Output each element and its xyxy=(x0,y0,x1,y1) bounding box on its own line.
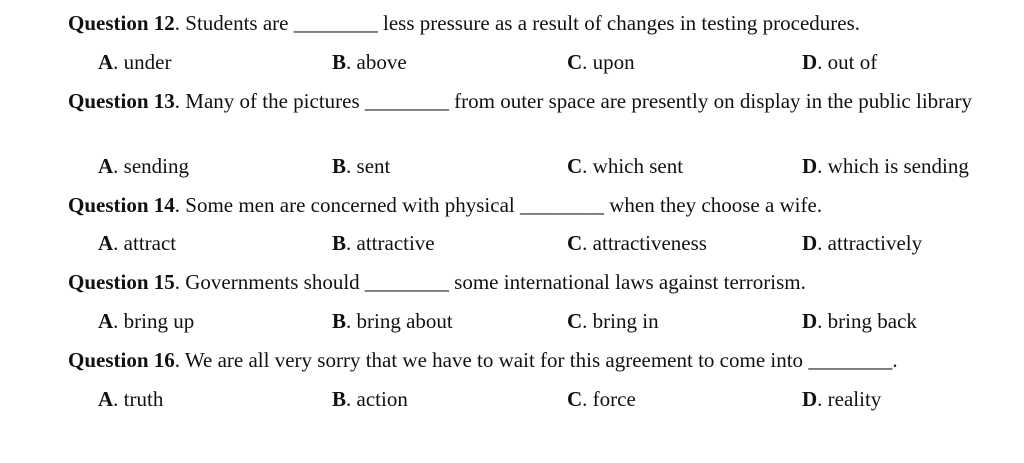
option-letter: D xyxy=(802,154,818,178)
option-letter: D xyxy=(802,231,818,255)
question-13-label: Question 13 xyxy=(68,89,175,113)
option-letter: C xyxy=(567,154,583,178)
option-letter: B xyxy=(332,309,347,333)
question-14-text-before: . Some men are concerned with physical xyxy=(174,193,520,217)
question-14-text-after: when they choose a wife. xyxy=(603,193,823,217)
question-13-options xyxy=(0,153,1024,179)
option-letter: C xyxy=(567,50,583,74)
option-text: . attract xyxy=(113,231,177,255)
question-14-option-a[interactable] xyxy=(98,230,176,256)
option-letter: C xyxy=(567,309,583,333)
option-text: . which is sending xyxy=(817,154,969,178)
question-14-option-d[interactable] xyxy=(802,230,922,256)
option-letter: B xyxy=(332,154,347,178)
option-letter: D xyxy=(802,309,818,333)
question-12-option-d[interactable] xyxy=(802,49,877,75)
option-text: . truth xyxy=(113,387,164,411)
question-15-option-b[interactable] xyxy=(332,308,453,334)
question-13-text-after: from outer space are presently on display in the public library xyxy=(448,89,972,113)
question-15-label: Question 15 xyxy=(68,270,175,294)
question-16-blank: ________ xyxy=(808,348,893,372)
question-16-option-a[interactable] xyxy=(98,386,163,412)
option-text: . force xyxy=(582,387,636,411)
question-16-option-c[interactable] xyxy=(567,386,636,412)
option-text: . attractive xyxy=(346,231,435,255)
option-letter: D xyxy=(802,387,818,411)
option-text: . attractiveness xyxy=(582,231,707,255)
question-13-option-a[interactable] xyxy=(98,153,189,179)
question-15-text-after: some international laws against terrorism. xyxy=(448,270,806,294)
option-text: . upon xyxy=(582,50,635,74)
option-letter: B xyxy=(332,387,347,411)
question-14-option-c[interactable] xyxy=(567,230,707,256)
question-15-option-d[interactable] xyxy=(802,308,917,334)
question-15-option-c[interactable] xyxy=(567,308,659,334)
question-16-stem xyxy=(68,347,1010,373)
question-15-options xyxy=(0,308,1024,334)
question-16-text-before: . We are all very sorry that we have to wait for this agreement to come into xyxy=(174,348,809,372)
question-12-option-c[interactable] xyxy=(567,49,635,75)
question-14-option-b[interactable] xyxy=(332,230,435,256)
question-15-text-before: . Governments should xyxy=(174,270,365,294)
option-letter: D xyxy=(802,50,818,74)
question-14-blank: ________ xyxy=(519,193,604,217)
question-12-label: Question 12 xyxy=(68,11,175,35)
question-15-option-a[interactable] xyxy=(98,308,194,334)
option-text: . sent xyxy=(346,154,391,178)
option-letter: B xyxy=(332,50,347,74)
question-13-text-before: . Many of the pictures xyxy=(174,89,365,113)
question-12-option-b[interactable] xyxy=(332,49,407,75)
option-text: . under xyxy=(113,50,172,74)
question-15-stem xyxy=(68,269,1010,295)
question-16-option-b[interactable] xyxy=(332,386,408,412)
question-13-option-d[interactable] xyxy=(802,153,969,179)
question-12-text-after: less pressure as a result of changes in testing procedures. xyxy=(377,11,861,35)
option-text: . which sent xyxy=(582,154,684,178)
question-16-label: Question 16 xyxy=(68,348,175,372)
question-16-options xyxy=(0,386,1024,412)
option-text: . sending xyxy=(113,154,189,178)
option-letter: A xyxy=(98,231,114,255)
option-text: . above xyxy=(346,50,407,74)
option-text: . action xyxy=(346,387,408,411)
option-text: . out of xyxy=(817,50,878,74)
question-12-text-before: . Students are xyxy=(174,11,294,35)
option-text: . bring back xyxy=(817,309,917,333)
question-12-stem xyxy=(68,10,1010,36)
option-letter: C xyxy=(567,387,583,411)
option-text: . bring in xyxy=(582,309,659,333)
option-text: . reality xyxy=(817,387,882,411)
option-text: . bring about xyxy=(346,309,453,333)
option-letter: A xyxy=(98,50,114,74)
question-12-blank: ________ xyxy=(293,11,378,35)
option-letter: A xyxy=(98,309,114,333)
option-text: . attractively xyxy=(817,231,923,255)
question-13-stem xyxy=(68,88,1010,114)
question-13-option-b[interactable] xyxy=(332,153,390,179)
question-13-blank: ________ xyxy=(364,89,449,113)
question-16-option-d[interactable] xyxy=(802,386,881,412)
question-12-options xyxy=(0,49,1024,75)
question-12-option-a[interactable] xyxy=(98,49,172,75)
question-14-label: Question 14 xyxy=(68,193,175,217)
question-14-stem xyxy=(68,192,1010,218)
question-16-text-after: . xyxy=(892,348,898,372)
option-letter: C xyxy=(567,231,583,255)
question-13-option-c[interactable] xyxy=(567,153,683,179)
question-14-options xyxy=(0,230,1024,256)
option-text: . bring up xyxy=(113,309,195,333)
question-15-blank: ________ xyxy=(364,270,449,294)
option-letter: A xyxy=(98,387,114,411)
option-letter: A xyxy=(98,154,114,178)
option-letter: B xyxy=(332,231,347,255)
